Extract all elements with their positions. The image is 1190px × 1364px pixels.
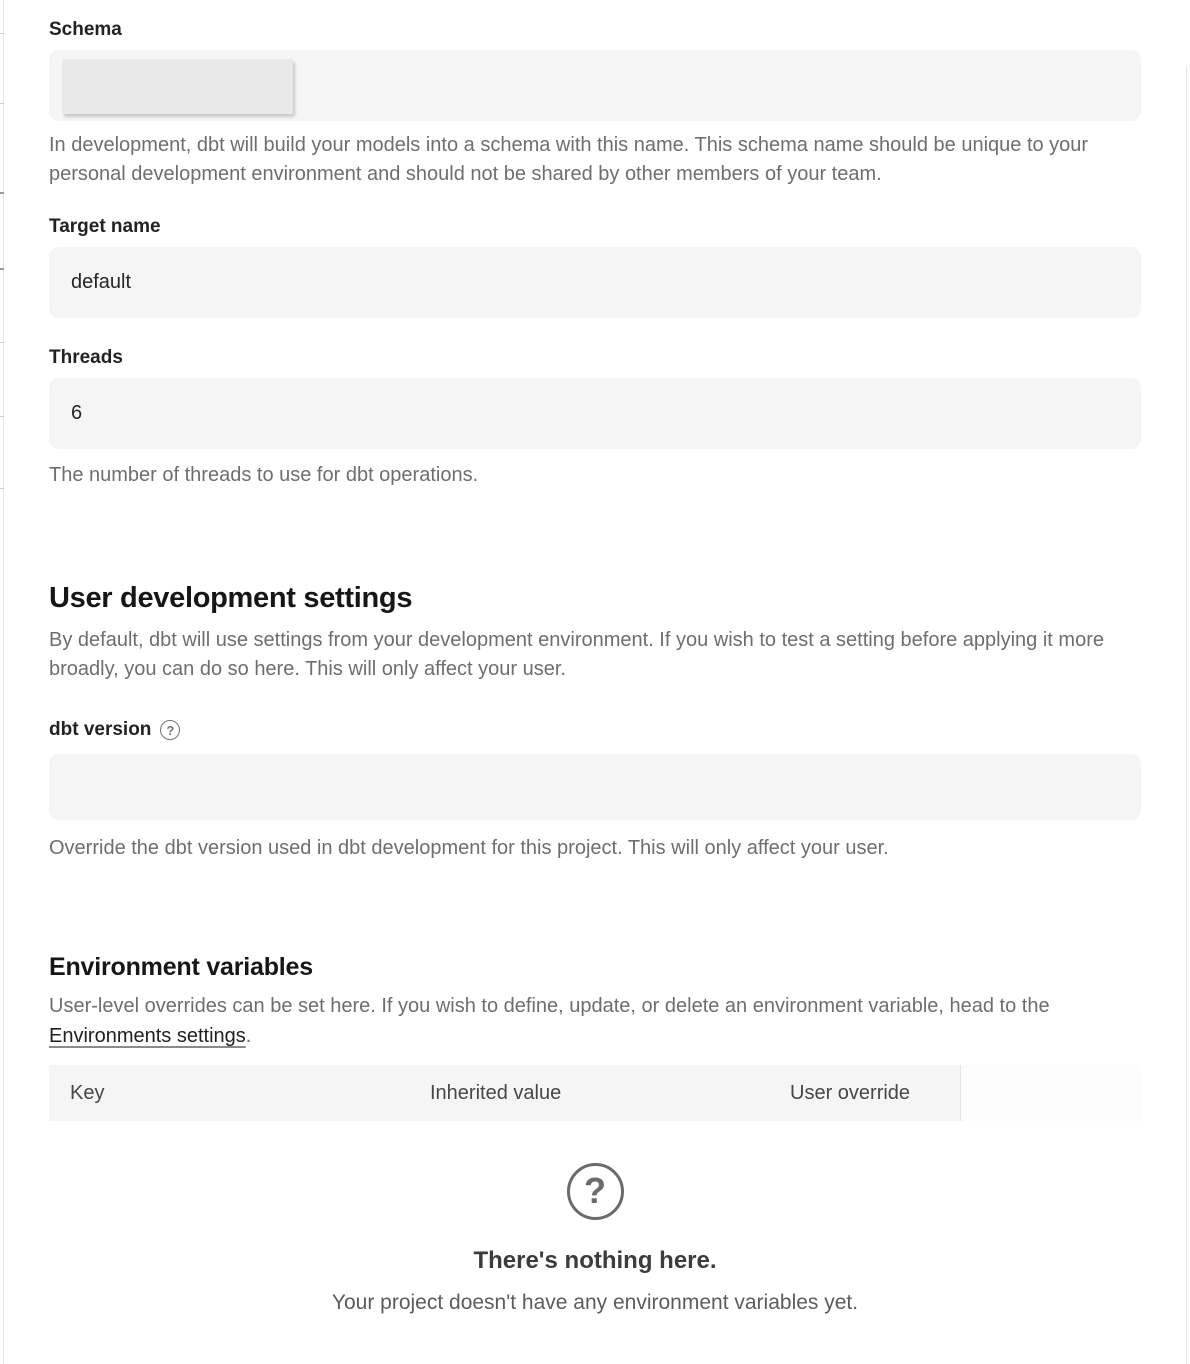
threads-help-text: The number of threads to use for dbt operations. [49,464,479,486]
user-development-settings-description: By default, dbt will use settings from your development environment. If you wish to test a setting before applying it more broadly, you can do so here. This will only affect your user. [49,629,1104,680]
question-circle-icon[interactable] [160,720,180,740]
environment-variables-description [49,991,1141,1051]
schema-input-skeleton [62,59,293,114]
dbt-version-help-text: Override the dbt version used in dbt development for this project. This will only affect your user. [49,837,889,859]
column-header-key: Key [70,1081,105,1104]
threads-input[interactable] [49,378,1141,449]
user-development-settings-title: User development settings [49,582,413,614]
schema-help-text: In development, dbt will build your models into a schema with this name. This schema name should be unique to your personal development environment and should not be shared by other members of your team. [49,134,1089,185]
env-variables-empty-state [49,1163,1141,1318]
env-description-prefix: User-level overrides can be set here. If you wish to define, update, or delete an environment variable, head to the [49,995,1050,1017]
right-panel-edge [1186,66,1187,1364]
dbt-version-label: dbt version [49,719,152,740]
target-name-input[interactable] [49,247,1141,318]
environments-settings-link[interactable]: Environments settings [49,1025,246,1047]
env-description-suffix: . [245,1025,252,1047]
column-header-user-override: User override [790,1081,911,1104]
empty-state-subtitle: Your project doesn't have any environment variables yet. [331,1291,859,1314]
empty-state-title: There's nothing here. [473,1247,717,1274]
dbt-version-input[interactable] [49,754,1141,820]
column-header-actions [960,1065,1141,1121]
environment-variables-title: Environment variables [49,953,313,981]
question-circle-empty-icon [567,1163,624,1220]
threads-label: Threads [49,347,123,368]
schema-input[interactable] [49,50,1141,121]
target-name-label: Target name [49,216,161,237]
column-header-inherited-value: Inherited value [430,1081,562,1104]
env-variables-table-header [49,1065,1141,1121]
schema-label: Schema [49,19,122,40]
cropped-left-panel-edge [0,0,4,1364]
